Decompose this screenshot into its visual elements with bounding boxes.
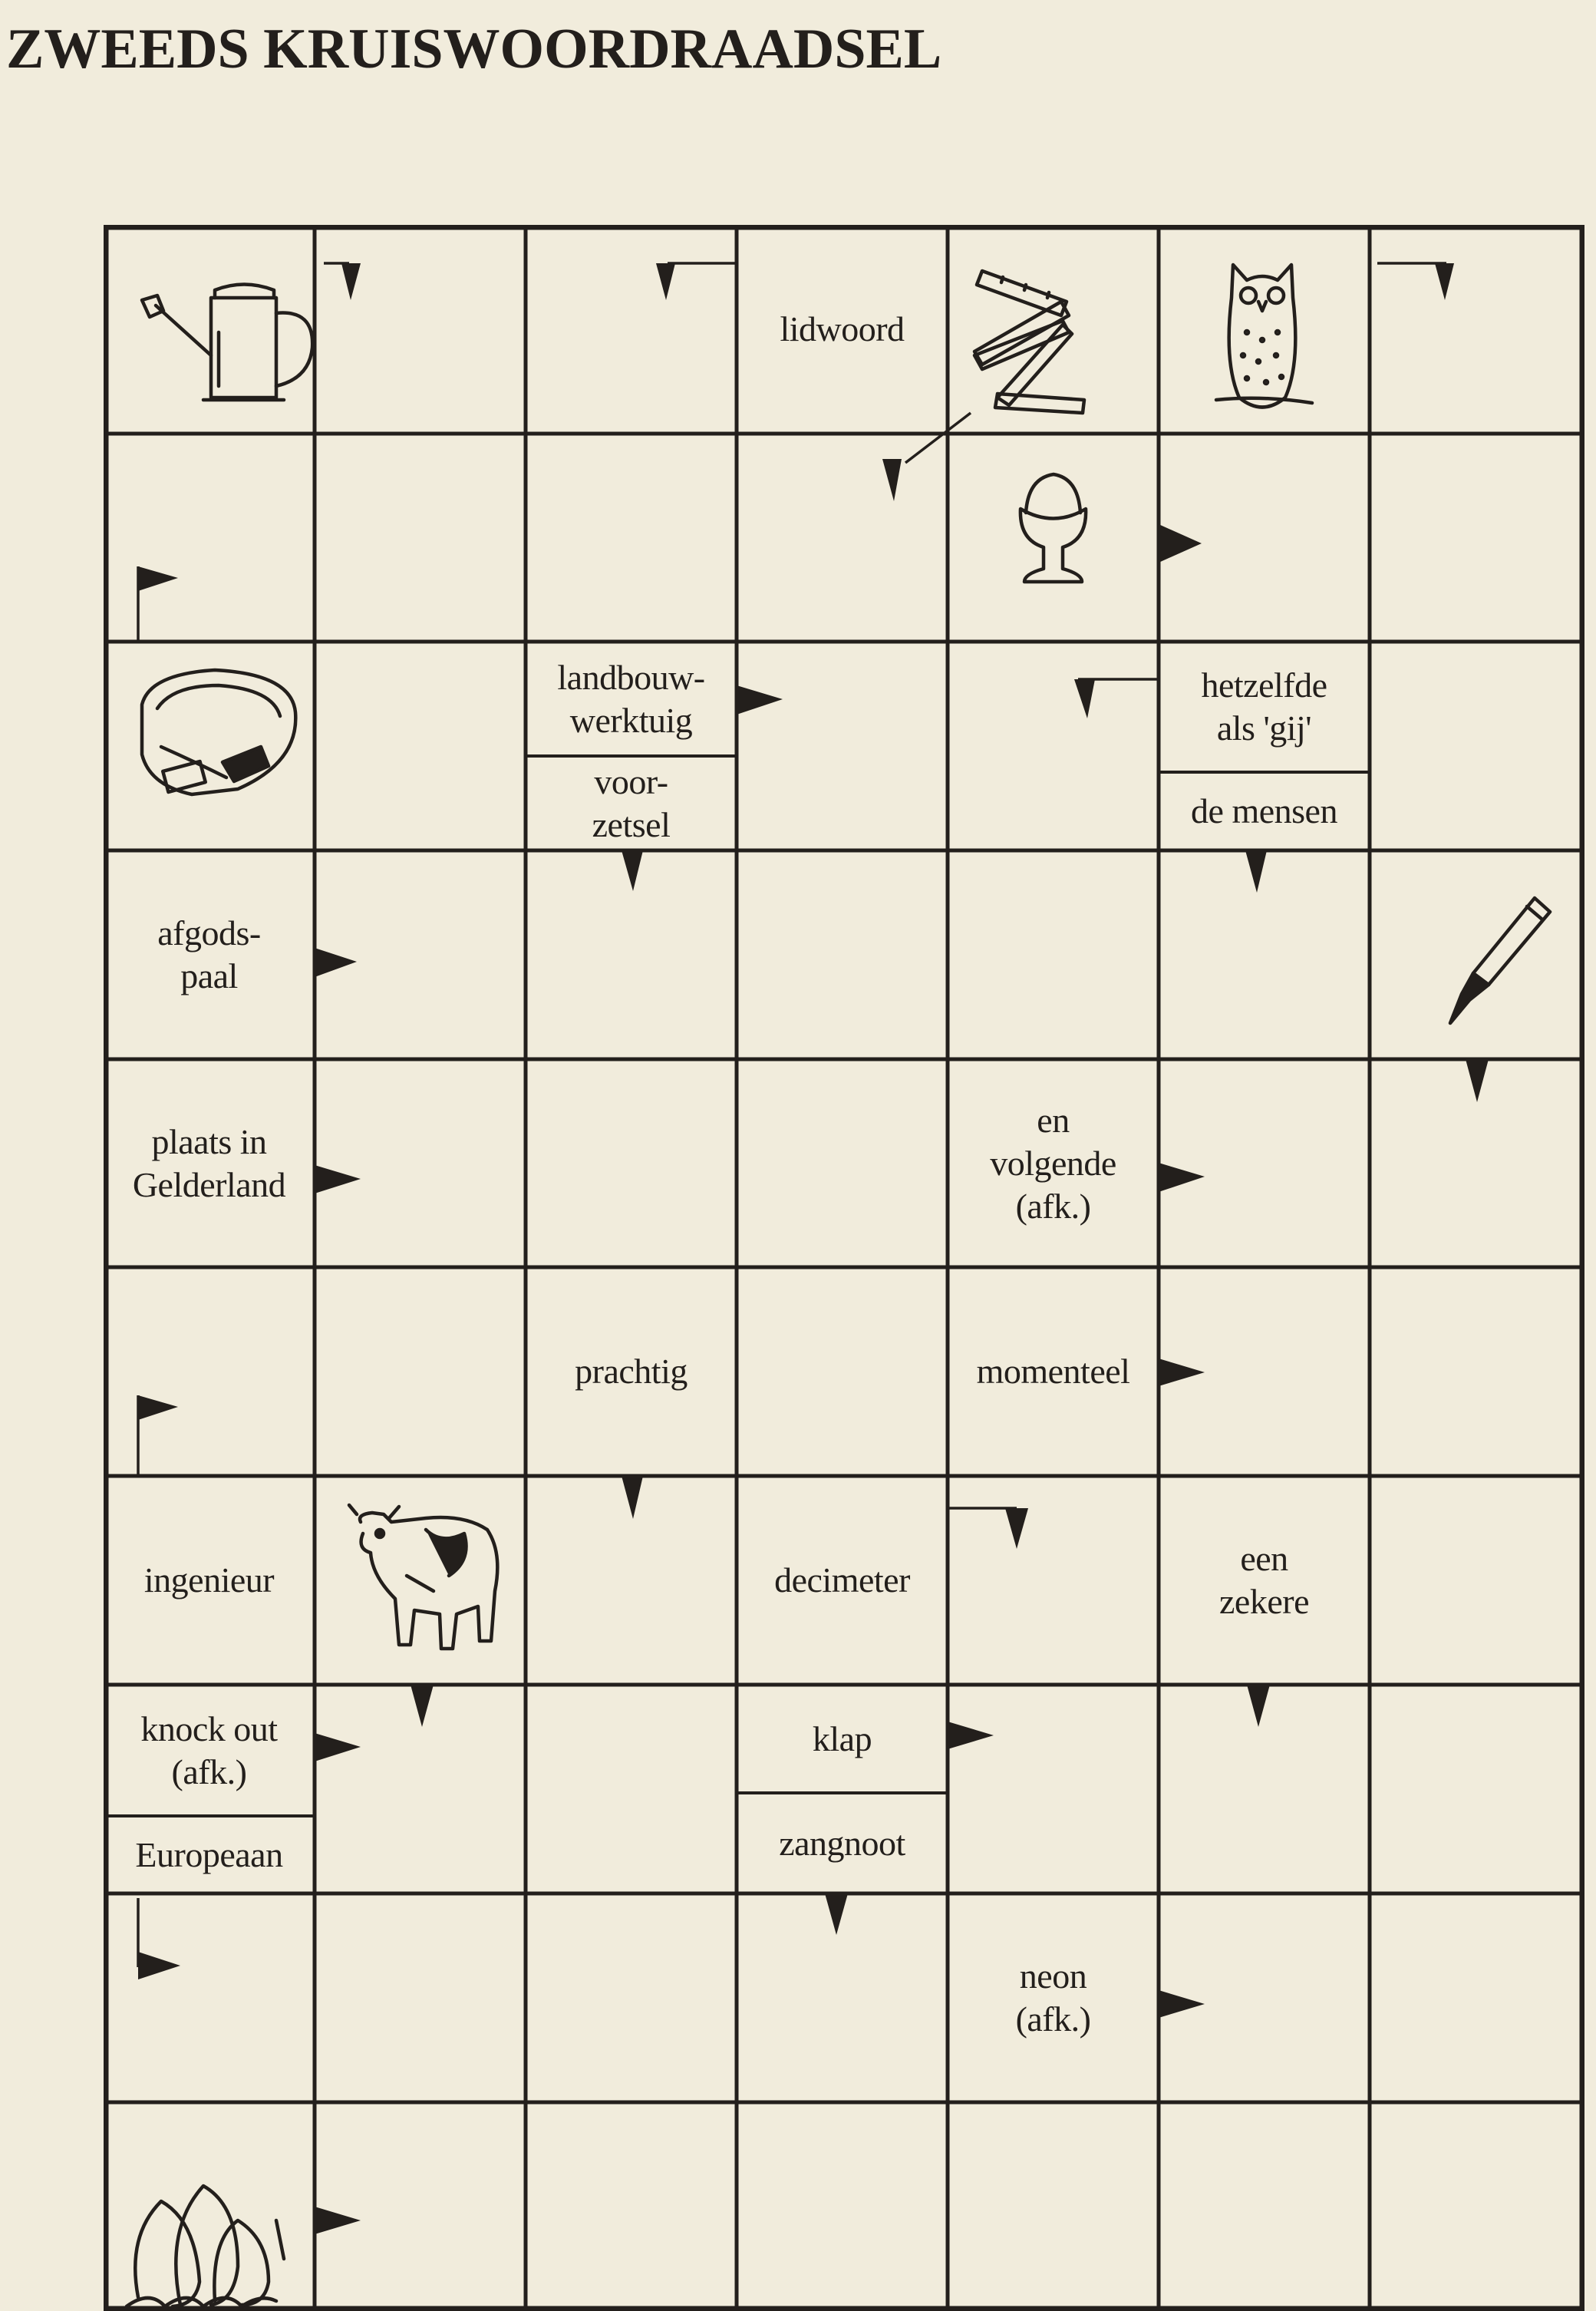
arrow-right <box>1159 524 1202 563</box>
arrow-right <box>1159 1163 1205 1192</box>
belt-icon <box>142 670 295 794</box>
clue-voorzetsel: voor- zetsel <box>592 761 671 844</box>
arrow-right <box>138 1395 178 1476</box>
clue-landbouwwerktuig: landbouw- werktuig <box>557 657 705 740</box>
clue-momenteel: momenteel <box>976 1352 1130 1391</box>
eggs-icon <box>127 2186 284 2306</box>
clue-een-zekere: een zekere <box>1219 1539 1309 1621</box>
clue-de-mensen: de mensen <box>1191 791 1337 830</box>
clue-ingenieur: ingenieur <box>143 1560 275 1600</box>
arrow-right <box>948 1722 994 1749</box>
clue-prachtig: prachtig <box>575 1352 688 1391</box>
arrow-down <box>1074 679 1159 718</box>
arrow-right <box>315 948 357 977</box>
clue-zangnoot: zangnoot <box>779 1823 905 1863</box>
watering-can-icon <box>142 285 312 401</box>
fountain-pen-icon <box>1450 898 1550 1023</box>
arrow-down <box>411 1685 434 1727</box>
cow-icon <box>349 1505 497 1649</box>
clue-hetzelfde-als-gij: hetzelfde als 'gij' <box>1201 665 1327 748</box>
clue-plaats-in-gelderland: plaats in Gelderland <box>132 1121 286 1204</box>
arrow-right <box>315 2207 361 2234</box>
owl-icon <box>1216 265 1312 408</box>
crossword-grid <box>104 225 1584 2311</box>
puzzle-title: ZWEEDS KRUISWOORDRAADSEL <box>6 18 942 81</box>
clue-klap: klap <box>812 1718 872 1758</box>
arrow-right <box>737 685 783 715</box>
arrow-down <box>1247 1685 1270 1727</box>
clue-knock-out: knock out (afk.) <box>140 1708 278 1791</box>
arrow-right <box>315 1165 361 1193</box>
clue-neon: neon (afk.) <box>1015 1956 1091 2039</box>
arrow-right <box>138 1898 180 1979</box>
arrow-right <box>1159 1359 1205 1386</box>
arrow-down <box>324 263 361 300</box>
arrow-down <box>622 1476 643 1519</box>
clue-afgodspaal: afgods- paal <box>157 913 261 995</box>
clue-lidwoord: lidwoord <box>780 309 905 348</box>
arrow-down <box>1377 263 1454 300</box>
arrow-down <box>825 1893 848 1935</box>
arrow-down <box>1245 850 1267 893</box>
egg-cup-icon <box>1021 474 1086 582</box>
arrow-right <box>138 566 178 642</box>
arrow-down <box>948 1508 1028 1549</box>
arrow-down <box>622 850 643 891</box>
arrow-right <box>1159 1990 1205 2018</box>
clue-europeaan: Europeaan <box>135 1834 283 1874</box>
arrow-down <box>656 263 737 300</box>
clue-decimeter: decimeter <box>774 1560 910 1600</box>
clue-en-volgende: en volgende (afk.) <box>990 1100 1116 1226</box>
arrow-right <box>315 1733 361 1761</box>
grid-lines <box>104 225 1584 2311</box>
arrow-down <box>1466 1059 1489 1102</box>
folding-ruler-icon <box>974 271 1084 413</box>
